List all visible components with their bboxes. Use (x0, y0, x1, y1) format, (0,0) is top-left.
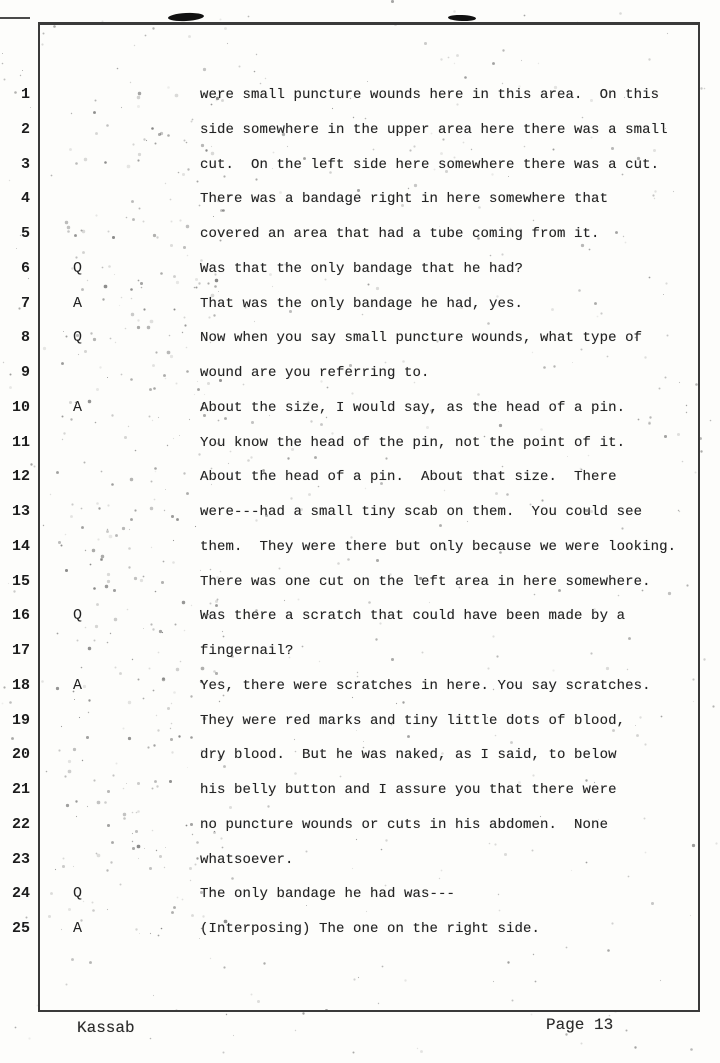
scan-noise-layer (0, 0, 1, 1)
speaker-label: Q (73, 885, 83, 903)
line-text: There was one cut on the left area in here somewhere. (200, 573, 651, 590)
line-text: The only bandage he had was--- (200, 886, 456, 903)
line-number: 24 (11, 885, 30, 903)
transcript-line (0, 391, 720, 426)
line-number: 6 (20, 259, 30, 277)
speaker-label: A (73, 920, 83, 937)
line-text: no puncture wounds or cuts in his abdomen. None (200, 816, 609, 833)
transcript-line (0, 287, 720, 322)
footer-case-name: Kassab (77, 1019, 135, 1037)
line-text: dry blood. But he was naked, as I said, to below (200, 747, 617, 764)
line-number: 23 (11, 850, 30, 868)
line-text: side somewhere in the upper area here there was a small (200, 121, 668, 138)
line-text: About the size, I would say, as the head of a pin. (200, 399, 626, 416)
transcript-line (0, 217, 720, 252)
line-number: 10 (11, 398, 30, 416)
scan-artifact-blob (448, 15, 476, 22)
line-text: Was that the only bandage that he had? (200, 260, 524, 277)
speaker-label: A (73, 398, 83, 416)
line-text: wound are you referring to. (200, 365, 430, 381)
speaker-label: Q (73, 329, 83, 347)
line-number: 25 (11, 920, 30, 937)
line-number: 20 (11, 746, 30, 764)
transcript-line (0, 565, 720, 600)
transcript-line (0, 148, 720, 183)
line-text: covered an area that had a tube coming from it. (200, 226, 600, 242)
transcript-line (0, 426, 720, 461)
line-text: them. They were there but only because we were looking. (200, 538, 677, 555)
line-number: 21 (11, 781, 30, 798)
transcript-line (0, 669, 720, 704)
line-number: 7 (20, 294, 30, 312)
line-text: Was there a scratch that could have been made by a (200, 608, 626, 625)
line-number: 15 (11, 572, 30, 590)
line-number: 12 (11, 468, 30, 486)
line-number: 8 (20, 329, 30, 347)
transcript-line (0, 356, 720, 391)
line-text: They were red marks and tiny little dots of blood, (200, 712, 626, 729)
transcript-line (0, 843, 720, 878)
line-number: 16 (11, 607, 30, 625)
line-text: were---had a small tiny scab on them. You could see (200, 504, 643, 520)
scan-artifact-blob (168, 12, 204, 22)
transcript-line (0, 773, 720, 808)
transcript-line (0, 808, 720, 843)
transcript-line (0, 530, 720, 565)
transcript-line (0, 599, 720, 634)
transcript-line (0, 877, 720, 912)
footer-page-number: Page 13 (546, 1016, 614, 1034)
line-number: 13 (11, 503, 30, 520)
transcript-line (0, 113, 720, 148)
scan-artifact-line (0, 17, 30, 19)
line-text: About the head of a pin. About that size. There (200, 469, 617, 486)
line-text: were small puncture wounds here in this area. On this (200, 87, 660, 103)
speaker-label: A (73, 294, 83, 312)
transcript-line (0, 738, 720, 773)
transcript-line (0, 321, 720, 356)
line-text: fingernail? (200, 643, 294, 659)
line-number: 4 (20, 190, 30, 208)
line-text: (Interposing) The one on the right side. (200, 921, 541, 937)
line-number: 22 (11, 815, 30, 833)
line-text: Now when you say small puncture wounds, what type of (200, 330, 643, 347)
line-text: Yes, there were scratches in here. You say scratches. (200, 677, 651, 694)
transcript-line (0, 634, 720, 669)
line-number: 14 (11, 537, 30, 555)
line-number: 3 (20, 155, 30, 173)
line-number: 2 (20, 120, 30, 138)
line-number: 1 (20, 86, 30, 103)
line-text: cut. On the left side here somewhere there was a cut. (200, 156, 660, 173)
transcript-line (0, 704, 720, 739)
line-text: whatsoever. (200, 851, 294, 868)
line-number: 5 (20, 225, 30, 242)
speaker-label: A (73, 676, 83, 694)
speaker-label: Q (73, 607, 83, 625)
line-text: There was a bandage right in here somewhere that (200, 191, 609, 208)
transcript-line (0, 912, 720, 947)
transcript-body (0, 78, 720, 947)
transcript-line (0, 252, 720, 287)
transcript-line (0, 78, 720, 113)
scan-noise-cluster (0, 0, 1, 1)
line-text: You know the head of the pin, not the point of it. (200, 434, 626, 451)
line-text: his belly button and I assure you that there were (200, 782, 617, 798)
line-number: 11 (11, 433, 30, 451)
transcript-line (0, 495, 720, 530)
transcript-line (0, 182, 720, 217)
line-number: 9 (20, 364, 30, 381)
line-number: 18 (11, 676, 30, 694)
speaker-label: Q (73, 259, 83, 277)
line-text: That was the only bandage he had, yes. (200, 295, 524, 312)
transcript-line (0, 460, 720, 495)
line-number: 19 (11, 711, 30, 729)
line-number: 17 (11, 642, 30, 659)
